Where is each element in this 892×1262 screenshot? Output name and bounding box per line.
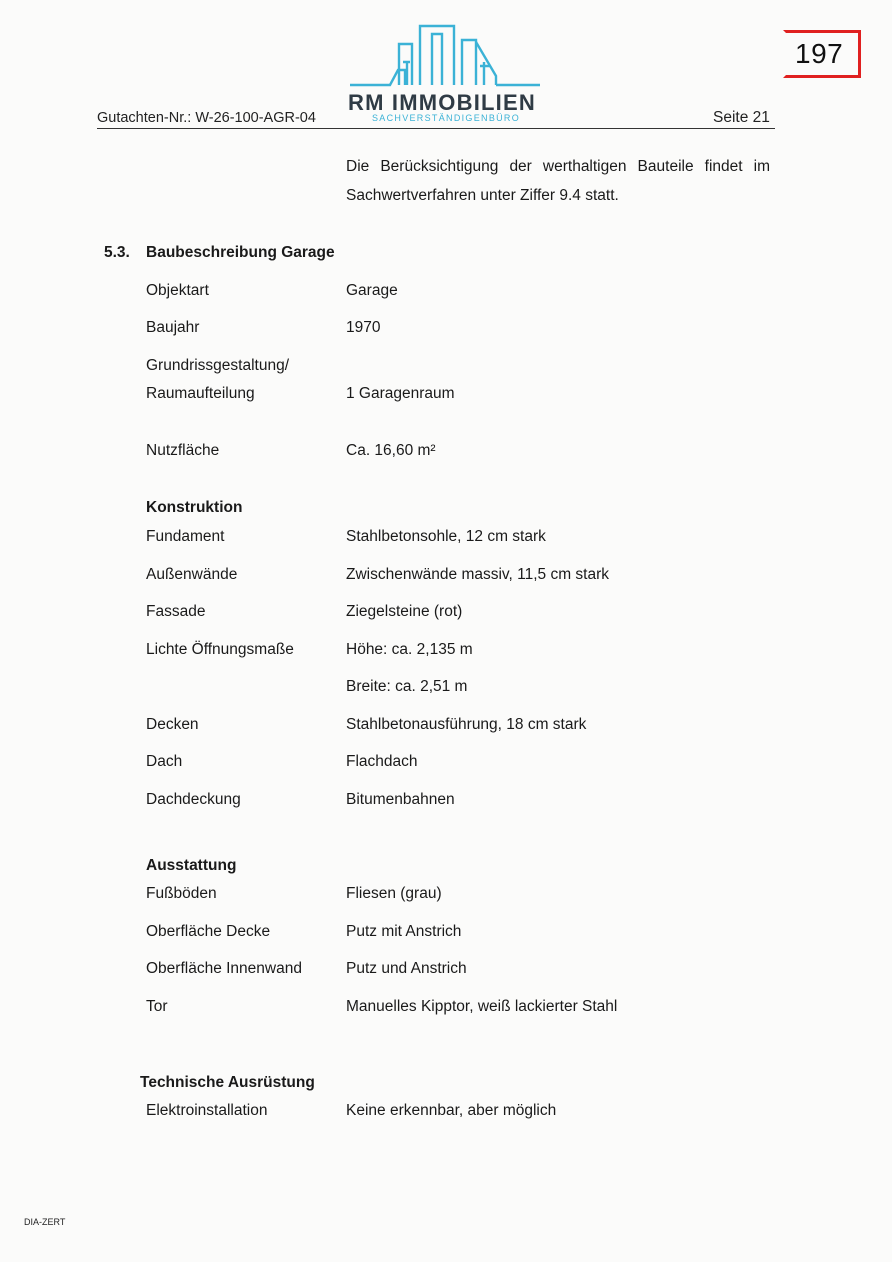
row-label: Raumaufteilung [146, 385, 255, 402]
row-value: Fliesen (grau) [346, 885, 442, 902]
intro-line-1: Die Berücksichtigung der werthaltigen Bauteile findet im [346, 158, 770, 175]
logo-subtitle: SACHVERSTÄNDIGENBÜRO [372, 113, 521, 123]
row-label: Grundrissgestaltung/ [146, 357, 290, 374]
row-value: Breite: ca. 2,51 m [346, 678, 468, 695]
row-label: Baujahr [146, 319, 200, 336]
row-value: Flachdach [346, 753, 418, 770]
row-value: Ziegelsteine (rot) [346, 603, 463, 620]
row-label: Oberfläche Innenwand [146, 960, 302, 977]
row-label: Dach [146, 753, 183, 770]
row-value: Putz mit Anstrich [346, 923, 462, 940]
row-value: Stahlbetonsohle, 12 cm stark [346, 528, 546, 545]
report-number: Gutachten-Nr.: W-26-100-AGR-04 [97, 110, 316, 126]
page-number: Seite 21 [713, 109, 770, 126]
page-stamp-number: 197 [795, 38, 844, 69]
row-label: Fassade [146, 603, 206, 620]
row-value: 1 Garagenraum [346, 385, 455, 402]
subsection-heading-ausstattung: Ausstattung [146, 857, 237, 874]
row-label: Dachdeckung [146, 791, 241, 808]
header-divider [97, 128, 775, 129]
row-label: Tor [146, 998, 168, 1015]
row-label: Objektart [146, 282, 209, 299]
row-value: 1970 [346, 319, 381, 336]
footer-code: DIA-ZERT [24, 1217, 66, 1227]
row-label: Fußböden [146, 885, 217, 902]
row-label: Oberfläche Decke [146, 923, 271, 940]
row-value: Bitumenbahnen [346, 791, 455, 808]
section-title: Baubeschreibung Garage [146, 244, 335, 261]
logo-buildings-icon [350, 22, 542, 90]
row-value: Stahlbetonausführung, 18 cm stark [346, 716, 587, 733]
row-value: Putz und Anstrich [346, 960, 467, 977]
row-label: Decken [146, 716, 199, 733]
row-value: Keine erkennbar, aber möglich [346, 1102, 557, 1119]
intro-line-2: Sachwertverfahren unter Ziffer 9.4 statt. [346, 187, 619, 204]
row-label: Lichte Öffnungsmaße [146, 641, 294, 658]
row-label: Nutzfläche [146, 442, 220, 459]
row-value: Manuelles Kipptor, weiß lackierter Stahl [346, 998, 618, 1015]
row-label: Fundament [146, 528, 225, 545]
logo-name: RM IMMOBILIEN [348, 90, 536, 115]
row-value: Zwischenwände massiv, 11,5 cm stark [346, 566, 610, 583]
row-value: Ca. 16,60 m² [346, 442, 436, 459]
section-number: 5.3. [104, 244, 130, 261]
row-label: Außenwände [146, 566, 238, 583]
row-value: Garage [346, 282, 398, 299]
row-value: Höhe: ca. 2,135 m [346, 641, 473, 658]
row-label: Elektroinstallation [146, 1102, 268, 1119]
subsection-heading-konstruktion: Konstruktion [146, 499, 243, 516]
subsection-heading-technik: Technische Ausrüstung [140, 1074, 315, 1091]
